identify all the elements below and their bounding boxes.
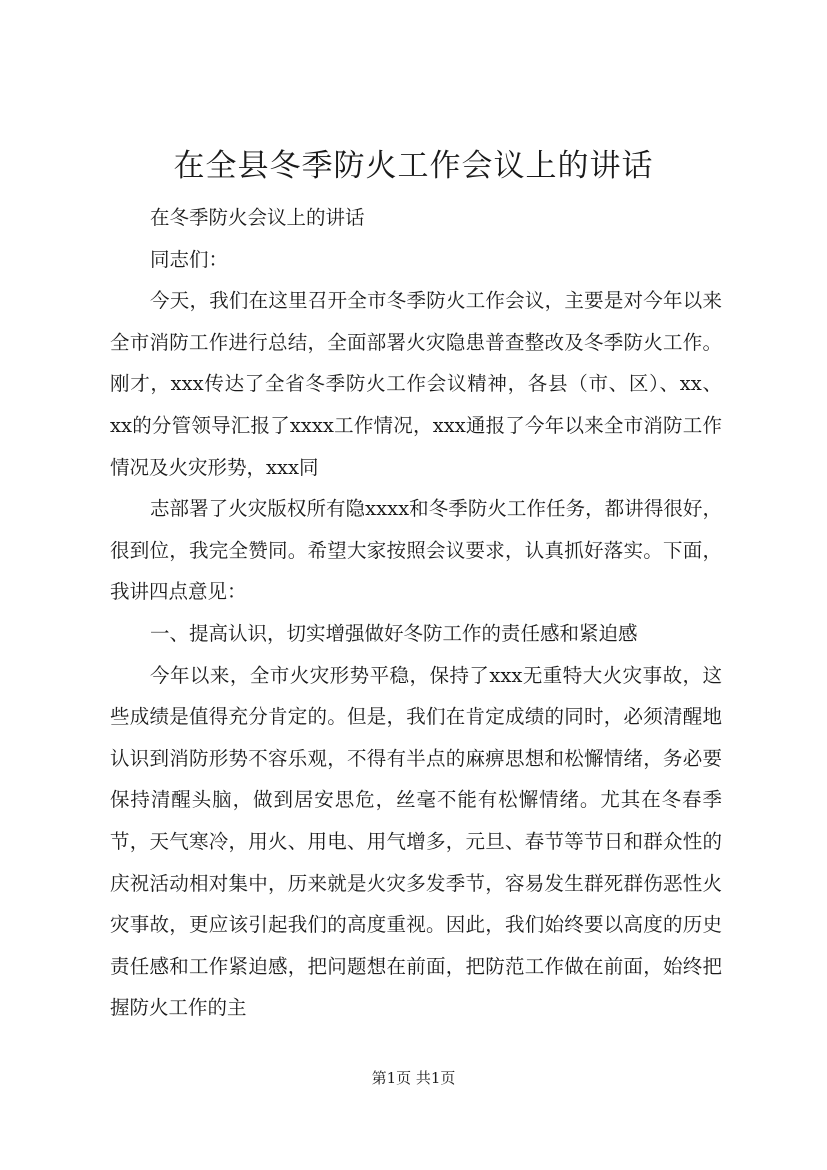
page-footer: 第1页 共1页 [371, 1069, 456, 1087]
document-title: 在全县冬季防火工作会议上的讲话 [173, 148, 654, 184]
section-heading: 一、提高认识，切实增强做好冬防工作的责任感和紧迫感 [150, 621, 638, 645]
paragraph: 志部署了火灾版权所有隐xxxx和冬季防火工作任务，都讲得很好，很到位，我完全赞同。希望大家按照会议要求，认真抓好落实。下面，我讲四点意见： [110, 497, 722, 604]
document-body [110, 197, 722, 1029]
paragraph-salutation: 同志们： [150, 247, 229, 271]
paragraph: 今天，我们在这里召开全市冬季防火工作会议，主要是对今年以来全市消防工作进行总结，全面部署火灾隐患普查整改及冬季防火工作。刚才，xxx传达了全省冬季防火工作会议精神，各县（市、区）、xx、xx的分管领导汇报了xxxx工作情况，xxx通报了今年以来全市消防工作情况及火灾形势，xxx同 [110, 289, 722, 479]
paragraph: 今年以来，全市火灾形势平稳，保持了xxx无重特大火灾事故，这些成绩是值得充分肯定的。但是，我们在肯定成绩的同时，必须清醒地认识到消防形势不容乐观，不得有半点的麻痹思想和松懈情绪，务必要保持清醒头脑，做到居安思危，丝毫不能有松懈情绪。尤其在冬春季节，天气寒冷，用火、用电、用气增多，元旦、春节等节日和群众性的庆祝活动相对集中，历来就是火灾多发季节，容易发生群死群伤恶性火灾事故，更应该引起我们的高度重视。因此，我们始终要以高度的历史责任感和工作紧迫感，把问题想在前面，把防范工作做在前面，始终把握防火工作的主 [110, 663, 722, 1020]
paragraph-subtitle: 在冬季防火会议上的讲话 [150, 206, 365, 229]
